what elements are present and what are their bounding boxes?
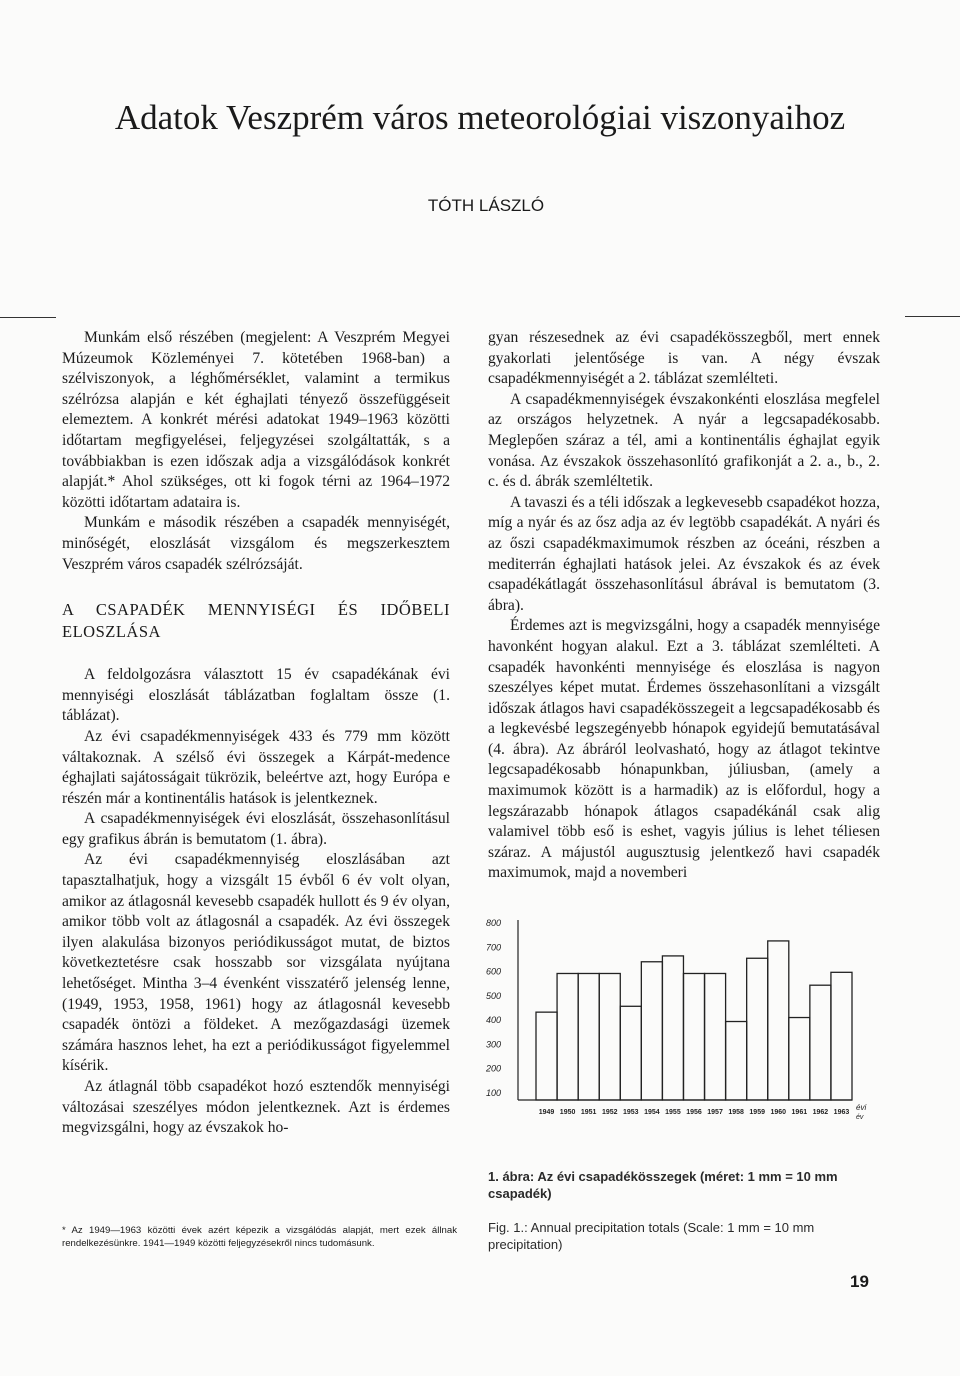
body-paragraph-5: Az átlagnál több csapadékot hozó esztendők mennyiségi változásai szeszélyes módon jelentkeznek. Azt is érdemes megvizsgálni, hogy az évszakok ho-	[62, 1078, 450, 1137]
right-paragraph-1: gyan részesednek az évi csapadékösszegből, mert ennek gyakorlati jelentősége is van. A négy évszak csapadékmennyiségét a 2. táblázat szemlélteti.	[488, 329, 880, 388]
article-title: Adatok Veszprém város meteorológiai viszonyaihoz	[114, 98, 846, 137]
x-tick-label: 1961	[791, 1109, 808, 1116]
intro-paragraph-1: Munkám első részében (megjelent: A Veszprém Megyei Múzeumok Közleményei 7. kötetében 1968-ban) a szélviszonyok, a léghőmérséklet, valamint a termikus szélrózsa alapján e két éghajlati tényező összefüggéseit elemeztem. A konkrét mérési adatokat 1949–1963 közötti időtartam megfigyelései, feljegyzései szolgáltatták, s a továbbiakban is ezen időszak adja a vizsgálódások konkrét alapját.* Ahol szükséges, ott ki fogok térni az 1964–1972 közötti időtartam adataira is.	[62, 329, 450, 511]
bar-1951	[578, 973, 599, 1100]
x-axis-note: év	[856, 1114, 864, 1121]
bar-1956	[683, 973, 704, 1100]
intro-paragraph-2: Munkám e második részében a csapadék mennyiségét, minőségét, eloszlását vizsgálom és megszerkesztem Veszprém város csapadék szélrózsáját.	[62, 514, 450, 573]
x-tick-label: 1950	[559, 1109, 576, 1116]
x-tick-label: 1953	[623, 1109, 639, 1116]
bar-1952	[599, 973, 620, 1100]
y-tick-label: 400	[486, 1015, 502, 1026]
bar-1963	[831, 972, 852, 1100]
right-paragraph-2: A csapadékmennyiségek évszakonkénti eloszlása megfelel az országos helyzetnek. A nyár a legcsapadékosabb. Meglepően száraz a tél, ami a kontinentális éghajlat egyik vonása. Az évszakok összehasonlító grafikonját a 2. a., b., 2. c. és d. ábrák szemléltetik.	[488, 390, 880, 491]
page-number: 19	[850, 1272, 869, 1291]
figure-caption-hu: 1. ábra: Az évi csapadékösszegek (méret: 1 mm = 10 mm csapadék)	[488, 1169, 838, 1201]
x-tick-label: 1955	[665, 1109, 681, 1116]
x-axis-label: évi	[856, 1103, 867, 1112]
bar-1959	[747, 958, 768, 1100]
right-paragraph-4: Érdemes azt is megvizsgálni, hogy a csapadék mennyisége havonként hogyan alakul. Ezt a 3. táblázat szemlélteti. A csapadék havonkénti mennyisége és eloszlása is nagyon szeszélyes képet mutat. Érdemes összehasonlítani a vizsgált időszak átlagos havi csapadékösszegeit a legcsapadékosabb és a legkevésbé legszegényebb hónapok egyidejű bemutatásával (4. ábra). Az ábráról leolvasható, hogy az átlagot tekintve legcsapadékosabb hónapunkban, júliusban, (amely a maximumok között is a harmadik) az is előfordul, hogy a legszárazabb hónapok átlagos csapadékánál csak alig valamivel több eső is eshet, vagyis július is lehet téliesen száraz. A májustól augusztusig jelentkező havi csapadék maximumok, majd a novemberi	[488, 617, 880, 882]
bar-1949	[536, 1012, 557, 1100]
y-tick-label: 800	[486, 918, 502, 928]
bar-1961	[789, 1018, 810, 1100]
x-tick-label: 1958	[728, 1109, 744, 1116]
bar-1960	[768, 941, 789, 1100]
x-tick-label: 1959	[749, 1109, 765, 1116]
x-tick-label: 1951	[580, 1109, 597, 1116]
bar-1950	[557, 973, 578, 1100]
x-tick-label: 1956	[686, 1109, 702, 1116]
y-tick-label: 100	[486, 1088, 502, 1098]
x-tick-label: 1962	[812, 1109, 829, 1116]
y-tick-label: 500	[486, 990, 502, 1001]
precipitation-bar-chart	[480, 910, 900, 1135]
figure-caption-en	[488, 1219, 888, 1253]
y-tick-label: 600	[486, 966, 502, 977]
x-tick-label: 1963	[833, 1109, 850, 1116]
divider-rule	[0, 317, 56, 318]
divider-rule-right	[905, 316, 960, 317]
bar-1957	[705, 973, 726, 1100]
body-paragraph-2: Az évi csapadékmennyiségek 433 és 779 mm között váltakoznak. A szélső évi összegek a Kárpát-medence éghajlati sajátosságait tükrözik, beleértve azt, hogy Európa e részén már a kontinentális hatások is jelentkeznek.	[62, 727, 450, 807]
bar-1955	[662, 956, 683, 1100]
bar-1954	[641, 962, 662, 1100]
section-heading	[62, 599, 450, 643]
x-tick-label: 1952	[601, 1109, 618, 1116]
author-name: TÓTH LÁSZLÓ	[427, 196, 545, 215]
bar-1953	[620, 1006, 641, 1100]
x-tick-label: 1960	[770, 1109, 787, 1116]
figure-caption-en-label: Fig. 1.:	[488, 1220, 528, 1235]
right-column	[488, 328, 880, 884]
y-tick-label: 300	[486, 1039, 502, 1050]
y-tick-label: 200	[486, 1063, 502, 1074]
x-tick-label: 1949	[538, 1109, 555, 1116]
bar-1958	[726, 1022, 747, 1100]
x-tick-label: 1957	[707, 1109, 723, 1116]
left-column	[62, 328, 450, 1139]
y-tick-label: 700	[486, 942, 502, 953]
body-paragraph-4: Az évi csapadékmennyiség eloszlásában azt tapasztalhatjuk, hogy a vizsgált 15 évből 6 év volt olyan, amikor az átlagosnál kevesebb csapadék hullott és 9 év olyan, amikor több volt az átlagosnál a csapadék. Az évi összegek ilyen alakulása bizonyos periódikusságot mutat, de biztos következtetésre csak hosszabb sor vizsgálata nyújtana lehetőséget. Mintha 3–4 évenként visszatérő jelenség lenne, (1949, 1953, 1958, 1961) hogy az átlagosnál kevesebb csapadék öntözi a földeket. A mezőgazdasági üzemek számára hasznos lehet, ha ezt a periódikusságot figyelemmel kísérik.	[62, 851, 450, 1075]
x-tick-label: 1954	[644, 1109, 660, 1116]
figure-caption-en-text: Annual precipitation totals (Scale: 1 mm = 10 mm precipitation)	[488, 1220, 815, 1252]
right-paragraph-3: A tavaszi és a téli időszak a legkevesebb csapadékot hozza, míg a nyár és az ősz adja az év legtöbb csapadékát. A nyári és az őszi csapadékmaximumok részben az óceáni, részben a mediterrán éghajlati hatások jelei. Az évszakok és az évek csapadékátlagát összehasonlításul ábrával is bemutatom (3. ábra).	[488, 493, 880, 614]
footnote: * Az 1949—1963 közötti évek azért képezik a vizsgálódás alapját, mert ezek állnak rendelkezésünkre. 1941—1949 közötti feljegyzésekről nincs tudomásunk.	[62, 1225, 457, 1249]
bar-1962	[810, 985, 831, 1100]
section-heading-line2: ELOSZLÁSA	[62, 622, 161, 642]
body-paragraph-3: A csapadékmennyiségek évi eloszlását, összehasonlításul egy grafikus ábrán is bemutatom (1. ábra).	[62, 810, 450, 848]
section-heading-line1: A CSAPADÉK MENNYISÉGI ÉS IDŐBELI	[62, 600, 450, 620]
body-paragraph-1: A feldolgozásra választott 15 év csapadékának évi mennyiségi eloszlását táblázatban foglaltam össze (1. táblázat).	[62, 666, 450, 725]
